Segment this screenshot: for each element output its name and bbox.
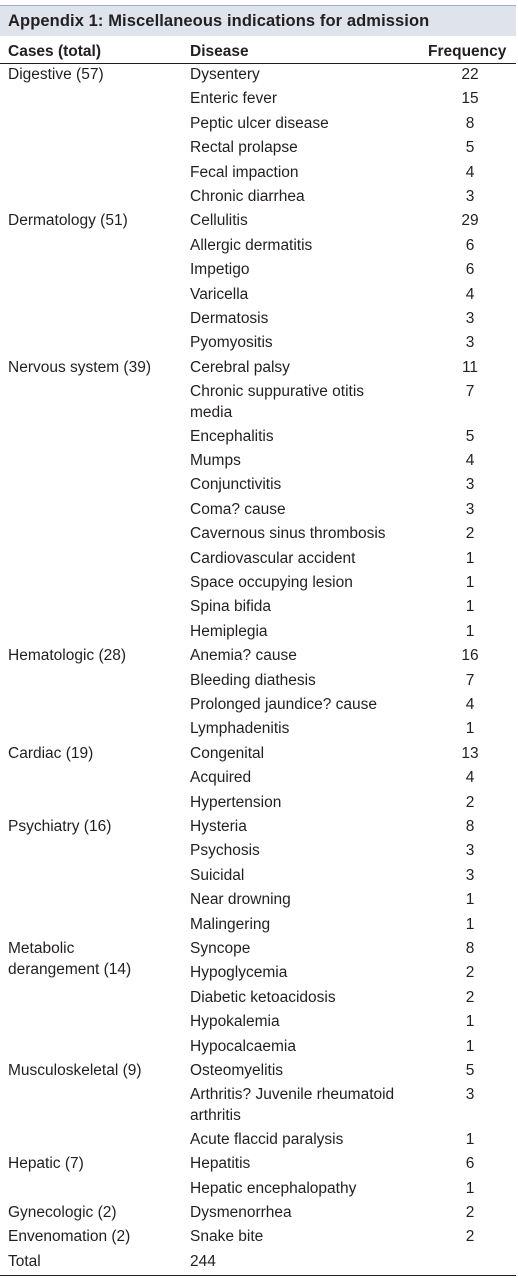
cell-disease: Cardiovascular accident	[190, 549, 356, 567]
cell-disease: Cerebral palsy	[190, 358, 290, 376]
cell-frequency: 5	[465, 427, 475, 445]
cell-frequency: 16	[461, 647, 479, 665]
cell-disease: Chronic suppurative otitis media	[190, 383, 365, 422]
cell-category: Psychiatry (16)	[8, 818, 112, 835]
cell-disease: Impetigo	[190, 261, 250, 279]
cell-category: Digestive (57)	[8, 66, 104, 83]
cell-disease: Hypokalemia	[190, 1013, 280, 1031]
cell-disease: Coma? cause	[190, 500, 286, 518]
cell-category: Musculoskeletal (9)	[8, 1062, 142, 1079]
cell-frequency: 6	[465, 1155, 475, 1173]
cell-frequency: 8	[465, 114, 475, 132]
cell-frequency: 2	[465, 525, 475, 543]
cell-disease: Rectal prolapse	[190, 139, 298, 157]
cell-disease: Congenital	[190, 744, 265, 762]
table-bottom-rule	[0, 1275, 516, 1276]
cell-frequency: 3	[465, 1086, 475, 1104]
cell-frequency: 29	[461, 212, 479, 230]
cell-frequency: 3	[465, 310, 475, 327]
cell-category: Hematologic (28)	[8, 647, 127, 665]
cell-disease: Osteomyelitis	[190, 1062, 284, 1079]
cell-disease: Enteric fever	[190, 90, 278, 108]
cell-frequency: 5	[465, 139, 475, 157]
cell-category: Gynecologic (2)	[8, 1204, 117, 1221]
cell-frequency: 6	[465, 236, 475, 254]
cell-frequency: 6	[465, 261, 475, 279]
cell-frequency: 1	[465, 1179, 475, 1197]
cell-frequency: 1	[465, 720, 475, 738]
cell-disease: Cellulitis	[190, 212, 248, 230]
cell-frequency: 3	[465, 476, 475, 494]
header-disease: Disease	[190, 43, 249, 60]
cell-frequency: 7	[465, 671, 475, 689]
cell-disease: Hepatitis	[190, 1155, 251, 1173]
cell-disease: Pyomyositis	[190, 334, 273, 352]
cell-category: Metabolic derangement (14)	[8, 940, 132, 978]
header-cases: Cases (total)	[8, 43, 102, 60]
table-title-bar	[0, 5, 516, 36]
cell-disease: Near drowning	[190, 891, 291, 909]
cell-disease: Snake bite	[190, 1228, 264, 1246]
cell-disease: Dysmenorrhea	[190, 1204, 292, 1221]
cell-frequency: 4	[465, 163, 475, 181]
cell-frequency: 13	[461, 744, 479, 762]
cell-disease: Conjunctivitis	[190, 476, 282, 494]
cell-frequency: 3	[465, 866, 475, 884]
cell-frequency: 4	[465, 769, 475, 787]
cell-disease: 244	[190, 1252, 216, 1270]
cell-frequency: 1	[465, 598, 475, 616]
cell-frequency: 1	[465, 622, 475, 640]
cell-frequency: 4	[465, 452, 475, 469]
table-header-row	[0, 39, 516, 64]
cell-disease: Bleeding diathesis	[190, 671, 316, 689]
header-frequency: Frequency	[428, 43, 507, 60]
cell-frequency: 2	[465, 964, 475, 982]
cell-disease: Allergic dermatitis	[190, 236, 313, 254]
cell-frequency: 1	[465, 891, 475, 909]
cell-frequency: 1	[465, 915, 475, 933]
cell-disease: Peptic ulcer disease	[190, 114, 329, 132]
cell-disease: Acquired	[190, 769, 252, 787]
cell-frequency: 3	[465, 842, 475, 860]
cell-disease: Cavernous sinus thrombosis	[190, 525, 386, 543]
cell-disease: Hepatic encephalopathy	[190, 1179, 357, 1197]
cell-frequency: 2	[465, 793, 475, 811]
cell-category: Hepatic (7)	[8, 1155, 84, 1173]
cell-frequency: 22	[461, 66, 479, 83]
cell-disease: Acute flaccid paralysis	[190, 1130, 344, 1148]
cell-disease: Hemiplegia	[190, 622, 268, 640]
cell-disease: Lymphadenitis	[190, 720, 290, 738]
cell-frequency: 4	[465, 285, 475, 303]
cell-disease: Hypertension	[190, 793, 282, 811]
cell-frequency: 2	[465, 1204, 475, 1221]
cell-disease: Anemia? cause	[190, 647, 297, 665]
cell-frequency: 2	[465, 988, 475, 1006]
cell-disease: Arthritis? Juvenile rheumatoid arthritis	[190, 1086, 395, 1125]
cell-disease: Prolonged jaundice? cause	[190, 696, 377, 713]
cell-frequency: 15	[461, 90, 479, 108]
cell-frequency: 8	[465, 940, 475, 957]
cell-frequency: 11	[461, 358, 479, 376]
cell-category: Dermatology (51)	[8, 212, 128, 230]
cell-category: Nervous system (39)	[8, 358, 151, 376]
cell-frequency: 1	[465, 1130, 475, 1148]
cell-disease: Syncope	[190, 940, 251, 957]
cell-disease: Hypocalcaemia	[190, 1037, 296, 1055]
cell-disease: Varicella	[190, 285, 249, 303]
cell-frequency: 1	[465, 1037, 475, 1055]
cell-frequency: 3	[465, 500, 475, 518]
cell-category: Total	[8, 1252, 41, 1270]
cell-frequency: 2	[465, 1228, 475, 1246]
cell-category: Envenomation (2)	[8, 1228, 131, 1246]
cell-category: Cardiac (19)	[8, 744, 94, 762]
cell-disease: Encephalitis	[190, 427, 274, 445]
cell-frequency: 3	[465, 334, 475, 352]
cell-disease: Psychosis	[190, 842, 260, 860]
cell-disease: Diabetic ketoacidosis	[190, 988, 336, 1006]
cell-frequency: 8	[465, 818, 475, 835]
cell-frequency: 4	[465, 696, 475, 713]
table-title: Appendix 1: Miscellaneous indications for admission	[8, 12, 430, 30]
cell-disease: Mumps	[190, 452, 241, 469]
cell-disease: Suicidal	[190, 866, 245, 884]
cell-disease: Dysentery	[190, 66, 260, 83]
cell-disease: Hysteria	[190, 818, 247, 835]
cell-disease: Malingering	[190, 915, 271, 933]
cell-disease: Chronic diarrhea	[190, 188, 305, 205]
cell-disease: Hypoglycemia	[190, 964, 288, 982]
cell-disease: Space occupying lesion	[190, 574, 353, 591]
cell-frequency: 3	[465, 188, 475, 205]
cell-frequency: 5	[465, 1062, 475, 1079]
cell-frequency: 1	[465, 549, 475, 567]
cell-frequency: 1	[465, 574, 475, 591]
cell-frequency: 7	[465, 383, 475, 401]
cell-frequency: 1	[465, 1013, 475, 1031]
cell-disease: Fecal impaction	[190, 163, 299, 181]
cell-disease: Spina bifida	[190, 598, 272, 616]
cell-disease: Dermatosis	[190, 310, 269, 327]
